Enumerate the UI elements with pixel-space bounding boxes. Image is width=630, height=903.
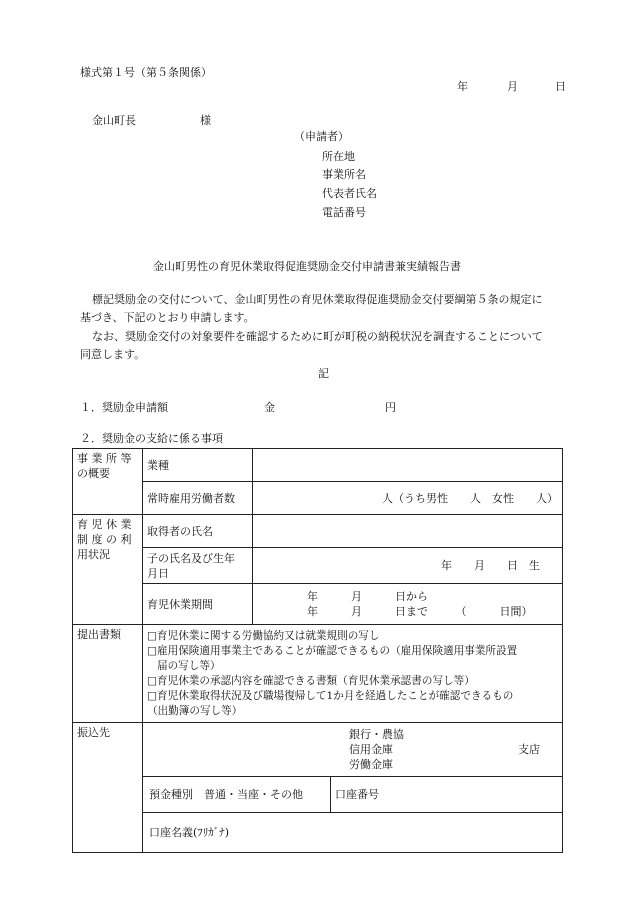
doc-checkbox-1[interactable]: □育児休業に関する労働協約又は就業規則の写し — [147, 629, 380, 642]
branch-label: 支店 — [518, 743, 540, 756]
leave-category-line1: 育 児 休 業 — [77, 518, 132, 531]
bank-label: 振込先 — [73, 723, 143, 853]
form-number: 様式第１号（第５条関係） — [80, 66, 212, 79]
applicant-phone-label: 電話番号 — [322, 206, 366, 219]
doc-checkbox-4-cont: （出勤簿の写し等） — [147, 704, 243, 717]
application-table — [72, 448, 563, 853]
documents-label: 提出書類 — [73, 625, 143, 723]
child-label-cell — [143, 548, 253, 584]
deposit-type-field[interactable]: 預金種別 普通・当座・その他 — [143, 777, 331, 813]
leave-category-line2: 制 度 の 利 — [77, 533, 132, 546]
period-line1: 年 月 日から — [307, 590, 428, 603]
period-line2: 年 月 日まで （ 日間） — [307, 605, 533, 618]
applicant-representative-label: 代表者氏名 — [322, 187, 377, 200]
section1-kin: 金 — [264, 401, 275, 414]
paragraph1-line2: 基づき、下記のとおり申請します。 — [80, 311, 255, 324]
table-row — [73, 625, 563, 723]
section2-label: ２．奨励金の支給に係る事項 — [80, 432, 223, 445]
ki-note: 記 — [318, 367, 329, 380]
account-name-field[interactable]: 口座名義(ﾌﾘｶﾞﾅ) — [143, 813, 563, 853]
doc-checkbox-4[interactable]: □育児休業取得状況及び職場復帰して1か月を経過したことが確認できるもの — [147, 689, 514, 702]
table-row — [73, 584, 563, 625]
doc-checkbox-2-cont: 届の写し等） — [157, 659, 221, 672]
table-row — [73, 482, 563, 515]
workers-label: 常時雇用労働者数 — [143, 482, 253, 515]
bank-type-3: 労働金庫 — [349, 758, 393, 771]
workers-field[interactable]: 人（うち男性 人 女性 人） — [253, 482, 563, 515]
child-label-line2: 月日 — [147, 566, 169, 580]
date-year-label: 年 — [457, 80, 468, 93]
section1-yen: 円 — [385, 401, 396, 414]
documents-cell — [143, 625, 563, 723]
business-category-line1: 事 業 所 等 — [77, 452, 132, 465]
acquirer-label: 取得者の氏名 — [143, 515, 253, 548]
document-title: 金山町男性の育児休業取得促進奨励金交付申請書兼実績報告書 — [153, 260, 461, 273]
section1-label: １．奨励金申請額 — [80, 401, 168, 414]
leave-category-line3: 用状況 — [77, 548, 110, 561]
table-row — [73, 515, 563, 548]
acquirer-field[interactable] — [253, 515, 563, 548]
doc-checkbox-2[interactable]: □雇用保険適用事業主であることが確認できるもの（雇用保険適用事業所設置 — [147, 644, 518, 657]
table-row — [73, 777, 563, 813]
paragraph2-line2: 同意します。 — [80, 348, 146, 361]
doc-checkbox-3[interactable]: □育児休業の承認内容を確認できる書類（育児休業承認書の写し等） — [147, 674, 475, 687]
industry-label: 業種 — [143, 449, 253, 482]
table-row — [73, 449, 563, 482]
date-month-label: 月 — [507, 80, 518, 93]
leave-category-cell — [73, 515, 143, 625]
applicant-company-label: 事業所名 — [322, 168, 366, 181]
applicant-heading: （申請者） — [294, 130, 349, 143]
paragraph2-line1: なお、奨励金交付の対象要件を確認するために町が町税の納税状況を調査することについて — [92, 330, 543, 343]
bank-type-1: 銀行・農協 — [349, 728, 404, 741]
industry-field[interactable] — [253, 449, 563, 482]
addressee-honorific: 様 — [200, 114, 211, 127]
addressee-name: 金山町長 — [92, 114, 136, 127]
period-field[interactable] — [253, 584, 563, 625]
period-label: 育児休業期間 — [143, 584, 253, 625]
date-day-label: 日 — [555, 80, 566, 93]
child-label-line1: 子の氏名及び生年 — [147, 551, 235, 565]
table-row — [73, 813, 563, 853]
child-birthdate-field[interactable]: 年 月 日 生 — [253, 548, 563, 584]
table-row — [73, 548, 563, 584]
table-row — [73, 723, 563, 777]
business-category-line2: の概要 — [77, 467, 110, 480]
applicant-address-label: 所在地 — [322, 150, 355, 163]
bank-field[interactable] — [143, 723, 563, 777]
bank-type-2: 信用金庫 — [349, 743, 393, 756]
paragraph1-line1: 標記奨励金の交付について、金山町男性の育児休業取得促進奨励金交付要綱第５条の規定に — [92, 293, 543, 306]
business-category-cell — [73, 449, 143, 515]
account-number-field[interactable]: 口座番号 — [331, 777, 563, 813]
